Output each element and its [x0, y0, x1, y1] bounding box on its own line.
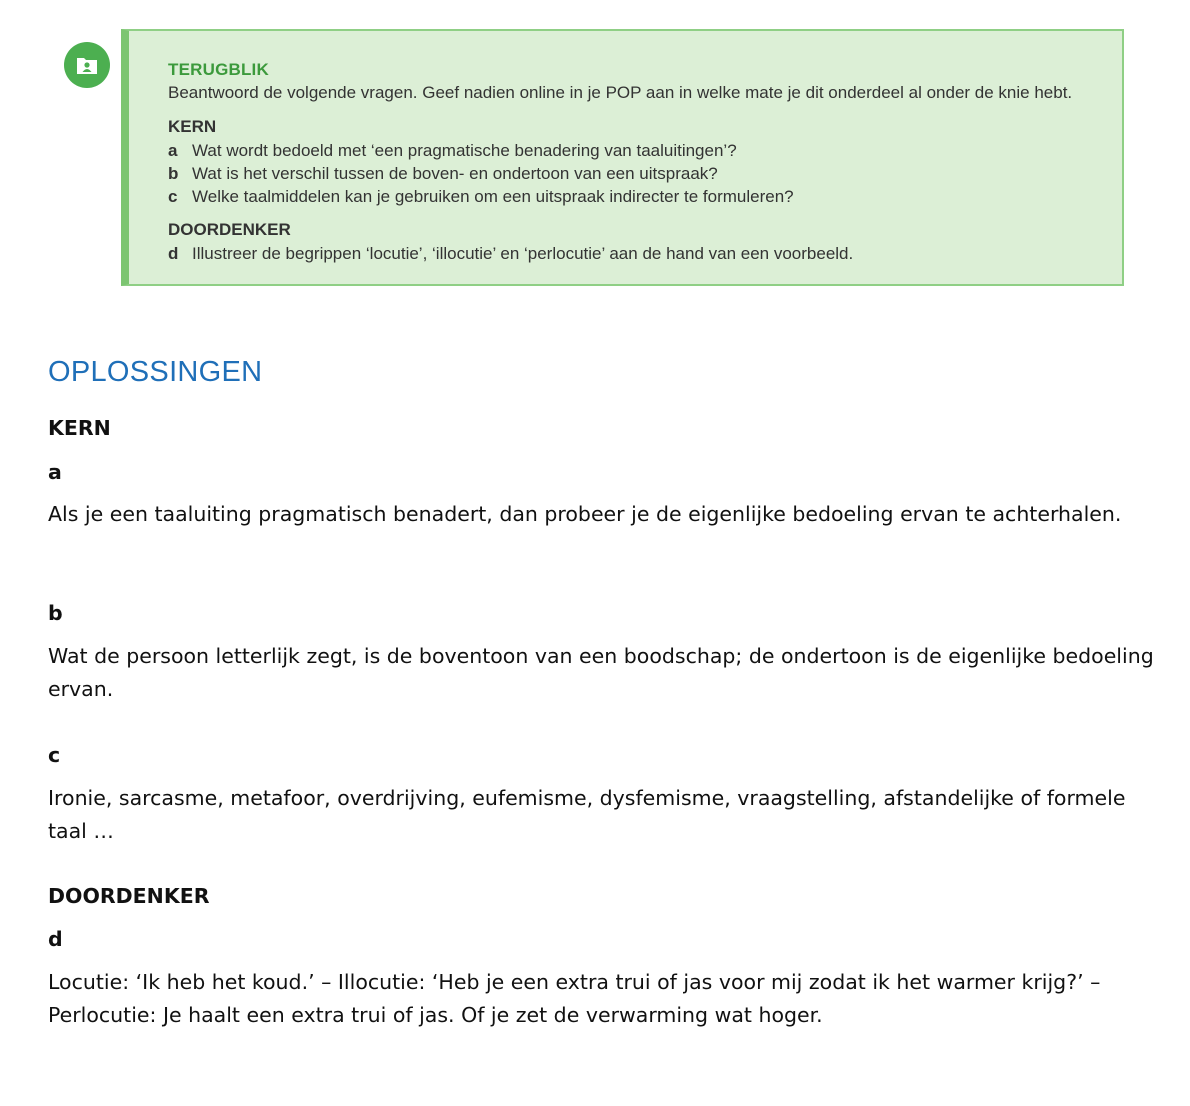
answer-text: Als je een taaluiting pragmatisch benadert, dan probeer je de eigenlijke bedoeling ervan te achterhalen. — [48, 502, 1122, 526]
question-letter: c — [168, 187, 178, 206]
question-text: Welke taalmiddelen kan je gebruiken om een uitspraak indirecter te formuleren? — [192, 187, 794, 206]
question-letter: a — [168, 141, 178, 160]
answer-letter: d — [48, 927, 63, 951]
review-box — [121, 29, 1124, 286]
answer-letter: b — [48, 601, 63, 625]
answer-letter: c — [48, 743, 61, 767]
review-section-heading: KERN — [168, 117, 217, 136]
solutions-heading: OPLOSSINGEN — [48, 356, 263, 388]
person-folder-icon-glyph — [75, 54, 99, 76]
review-question — [168, 139, 1110, 162]
review-section-heading: DOORDENKER — [168, 220, 291, 239]
review-question — [168, 242, 1110, 265]
question-text: Illustreer de begrippen ‘locutie’, ‘illocutie’ en ‘perlocutie’ aan de hand van een voorbeeld. — [192, 244, 854, 263]
review-question — [168, 162, 1110, 185]
review-intro: Beantwoord de volgende vragen. Geef nadien online in je POP aan in welke mate je dit onderdeel al onder de knie hebt. — [168, 83, 1073, 102]
answer-text: Locutie: ‘Ik heb het koud.’ – Illocutie: ‘Heb je een extra trui of jas voor mij zodat ik het warmer krijg?’ – Perlocutie: Je haalt een extra trui of jas. Of je zet de verwarming wat hoger. — [48, 970, 1101, 1027]
question-letter: d — [168, 244, 179, 263]
answer-text: Ironie, sarcasme, metafoor, overdrijving, eufemisme, dysfemisme, vraagstelling, afstandelijke of formele taal … — [48, 786, 1126, 843]
answer-text: Wat de persoon letterlijk zegt, is de boventoon van een boodschap; de ondertoon is de eigenlijke bedoeling ervan. — [48, 644, 1154, 701]
review-content — [168, 58, 1110, 265]
question-text: Wat wordt bedoeld met ‘een pragmatische benadering van taaluitingen’? — [192, 141, 737, 160]
person-folder-icon — [64, 42, 110, 88]
doordenker-heading: DOORDENKER — [48, 884, 210, 908]
kern-heading: KERN — [48, 416, 111, 440]
answer-letter: a — [48, 460, 62, 484]
review-title: TERUGBLIK — [168, 60, 269, 79]
question-letter: b — [168, 164, 179, 183]
review-question — [168, 185, 1110, 208]
question-text: Wat is het verschil tussen de boven- en ondertoon van een uitspraak? — [192, 164, 718, 183]
